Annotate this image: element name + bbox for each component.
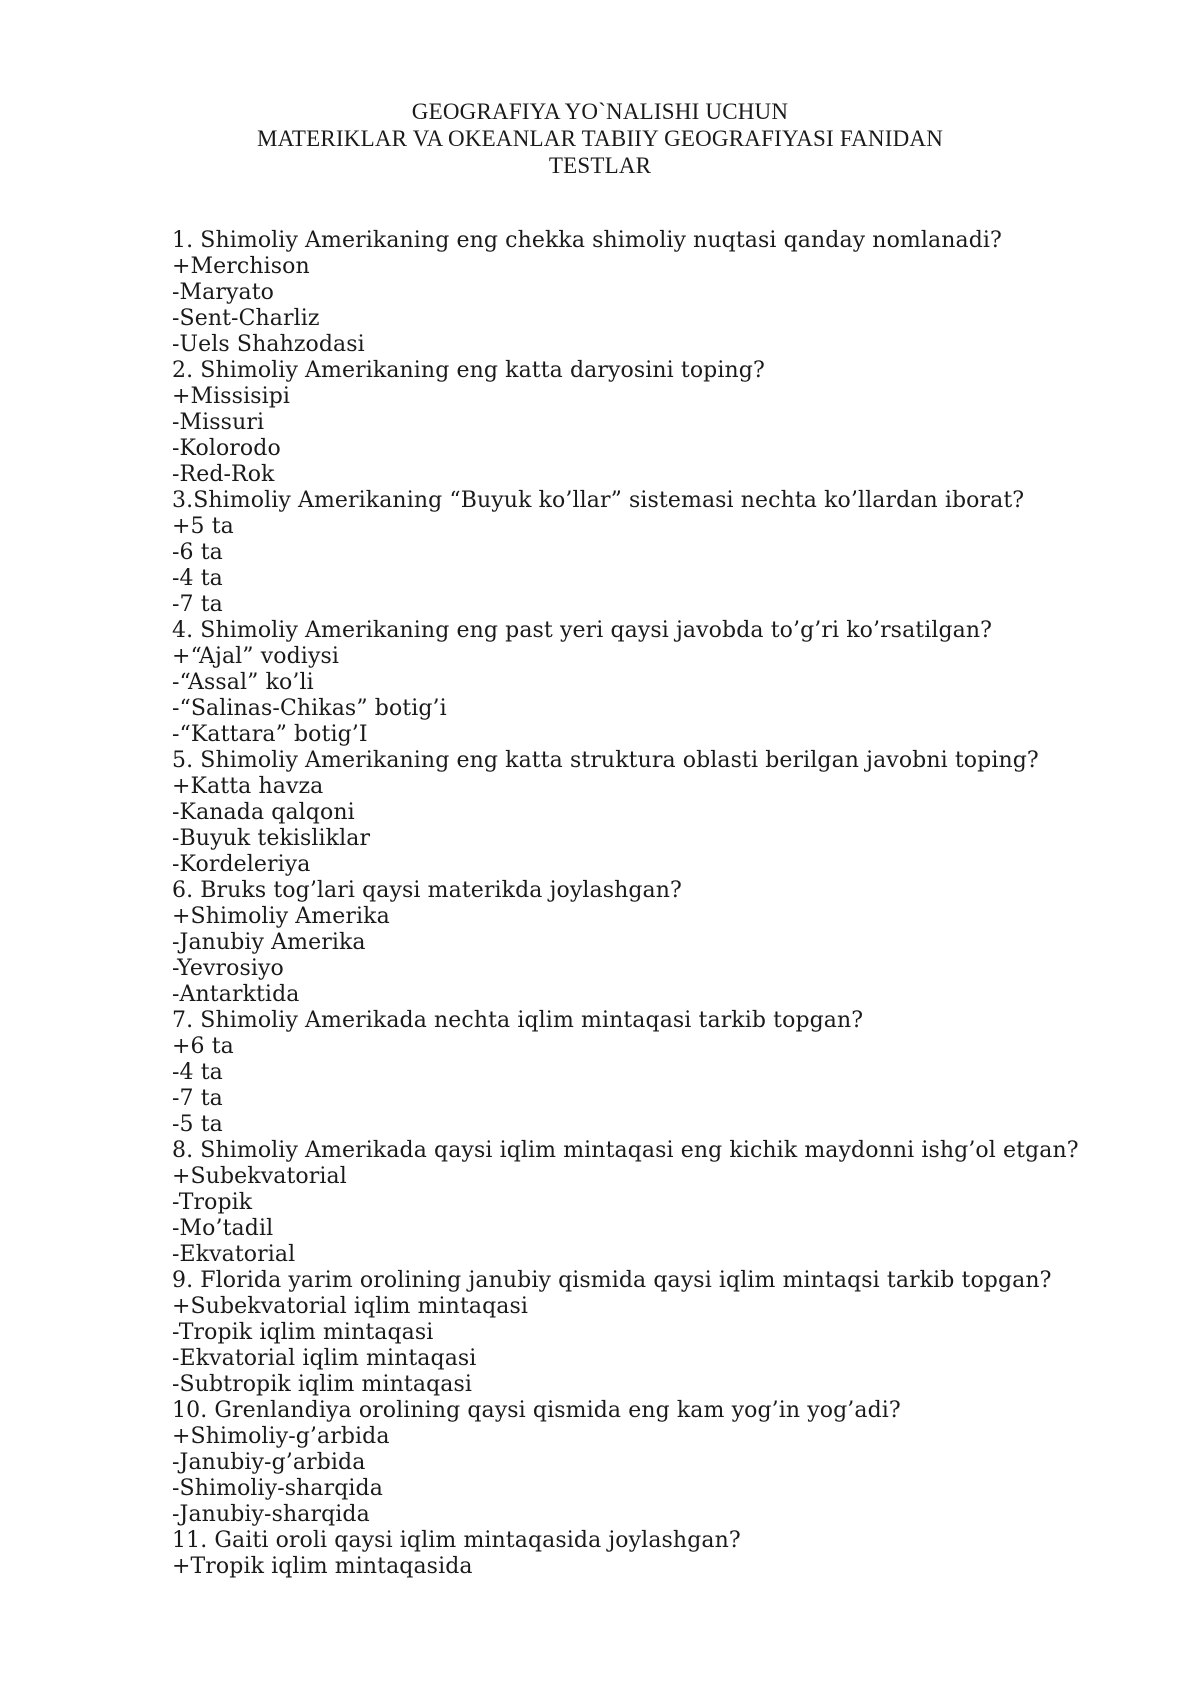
question-block — [172, 618, 1132, 748]
question-block — [172, 1268, 1132, 1398]
answer-option: -Buyuk tekisliklar — [172, 826, 371, 851]
title-line-1: GEOGRAFIYA YO`NALISHI UCHUN — [411, 99, 789, 124]
answer-option: -Yevrosiyo — [172, 956, 284, 981]
question-block — [172, 1138, 1132, 1268]
answer-option: -Maryato — [172, 280, 275, 305]
question-block — [172, 748, 1132, 878]
correct-answer-option: +5 ta — [172, 514, 234, 539]
question-block — [172, 1008, 1132, 1138]
correct-answer-option: +Subekvatorial iqlim mintaqasi — [172, 1294, 529, 1319]
answer-option: -Uels Shahzodasi — [172, 332, 365, 357]
answer-option: -Mo’tadil — [172, 1216, 274, 1241]
title-line-3: TESTLAR — [548, 153, 652, 178]
question-block — [172, 878, 1132, 1008]
answer-option: -7 ta — [172, 592, 223, 617]
correct-answer-option: +Shimoliy-g’arbida — [172, 1424, 390, 1449]
question-text: 5. Shimoliy Amerikaning eng katta struktura oblasti berilgan javobni toping? — [172, 748, 1039, 773]
document-title — [0, 98, 1200, 179]
answer-option: -Sent-Charliz — [172, 306, 320, 331]
answer-option: -Kolorodo — [172, 436, 281, 461]
correct-answer-option: +Subekvatorial — [172, 1164, 347, 1189]
answer-option: -Janubiy-sharqida — [172, 1502, 370, 1527]
question-block — [172, 358, 1132, 488]
answer-option: -Kanada qalqoni — [172, 800, 355, 825]
question-text: 2. Shimoliy Amerikaning eng katta daryosini toping? — [172, 358, 765, 383]
answer-option: -“Assal” ko’li — [172, 670, 314, 695]
question-block — [172, 228, 1132, 358]
answer-option: -4 ta — [172, 566, 223, 591]
answer-option: -Janubiy Amerika — [172, 930, 366, 955]
answer-option: -“Salinas-Chikas” botig’i — [172, 696, 447, 721]
question-text: 11. Gaiti oroli qaysi iqlim mintaqasida joylashgan? — [172, 1528, 741, 1553]
correct-answer-option: +Merchison — [172, 254, 310, 279]
answer-option: -6 ta — [172, 540, 223, 565]
title-line-2: MATERIKLAR VA OKEANLAR TABIIY GEOGRAFIYASI FANIDAN — [256, 126, 944, 151]
correct-answer-option: +Tropik iqlim mintaqasida — [172, 1554, 473, 1579]
answer-option: -Tropik — [172, 1190, 253, 1215]
answer-option: -5 ta — [172, 1112, 223, 1137]
question-text: 6. Bruks tog’lari qaysi materikda joylashgan? — [172, 878, 682, 903]
question-text: 10. Grenlandiya orolining qaysi qismida eng kam yog’in yog’adi? — [172, 1398, 901, 1423]
answer-option: -Tropik iqlim mintaqasi — [172, 1320, 434, 1345]
question-list — [172, 228, 1132, 1580]
question-block — [172, 1398, 1132, 1528]
correct-answer-option: +Katta havza — [172, 774, 324, 799]
answer-option: -7 ta — [172, 1086, 223, 1111]
answer-option: -Missuri — [172, 410, 265, 435]
answer-option: -“Kattara” botig’I — [172, 722, 368, 747]
question-block — [172, 1528, 1132, 1580]
correct-answer-option: +6 ta — [172, 1034, 234, 1059]
question-text: 3.Shimoliy Amerikaning “Buyuk ko’llar” sistemasi nechta ko’llardan iborat? — [172, 488, 1025, 513]
answer-option: -Shimoliy-sharqida — [172, 1476, 383, 1501]
question-text: 1. Shimoliy Amerikaning eng chekka shimoliy nuqtasi qanday nomlanadi? — [172, 228, 1002, 253]
correct-answer-option: +“Ajal” vodiysi — [172, 644, 339, 669]
correct-answer-option: +Missisipi — [172, 384, 291, 409]
question-text: 9. Florida yarim orolining janubiy qismida qaysi iqlim mintaqsi tarkib topgan? — [172, 1268, 1052, 1293]
answer-option: -Ekvatorial — [172, 1242, 296, 1267]
question-text: 8. Shimoliy Amerikada qaysi iqlim mintaqasi eng kichik maydonni ishg’ol etgan? — [172, 1138, 1079, 1163]
answer-option: -Red-Rok — [172, 462, 275, 487]
answer-option: -Subtropik iqlim mintaqasi — [172, 1372, 472, 1397]
answer-option: -Antarktida — [172, 982, 300, 1007]
answer-option: -Janubiy-g’arbida — [172, 1450, 366, 1475]
question-block — [172, 488, 1132, 618]
question-text: 4. Shimoliy Amerikaning eng past yeri qaysi javobda to’g’ri ko’rsatilgan? — [172, 618, 993, 643]
correct-answer-option: +Shimoliy Amerika — [172, 904, 390, 929]
answer-option: -4 ta — [172, 1060, 223, 1085]
answer-option: -Kordeleriya — [172, 852, 311, 877]
answer-option: -Ekvatorial iqlim mintaqasi — [172, 1346, 477, 1371]
question-text: 7. Shimoliy Amerikada nechta iqlim mintaqasi tarkib topgan? — [172, 1008, 864, 1033]
